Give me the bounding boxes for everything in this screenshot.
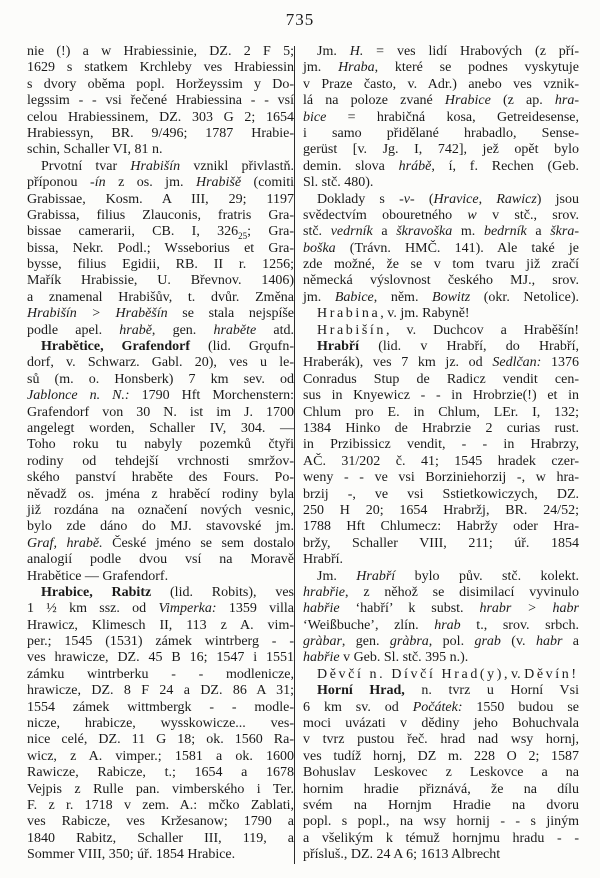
text-line: německá výslovnost českého MJ., srov.	[303, 273, 579, 289]
text-line: bysse, filius Egidii, RB. II r. 1256;	[27, 257, 294, 273]
text-line: 1788 Hft Chlumecz: Habržy oder Hra-	[303, 519, 579, 535]
text-line: Hrabišín > Hraběšín se stala nejspíše	[27, 306, 295, 322]
text-line: bissa, Nekr. Podl.; Wsseborius et Gra-	[27, 240, 294, 256]
text-line: analogií podle dvou vsí na Moravě	[27, 552, 294, 568]
text-line: Hrabice, Rabitz (lid. Robits), ves	[41, 584, 294, 600]
text-line: jm. Hraba, které se podnes vyskytuje	[303, 60, 579, 76]
text-line: boška (Trávn. HMČ. 141). Ale také je	[303, 240, 579, 256]
text-line: v Praze často, v. Adr.) anebo ves vznik-	[303, 76, 579, 92]
text-line: ves hrawicze, DZ. 45 B 16; 1547 i 1551	[27, 650, 294, 666]
text-line: gerüst [v. Jg. I, 742], jež opět bylo	[303, 142, 579, 158]
text-line: Grabissae, Kosm. A III, 29; 1197	[27, 191, 294, 207]
text-line: Vejpis z Rulle pan. vimberského i Ter.	[27, 781, 294, 797]
text-line: rodiny od tehdejší vrchnosti smržov-	[27, 453, 294, 469]
text-line: hrawicze, DZ. 8 F 24 a DZ. 86 A 31;	[27, 683, 294, 699]
text-line: nice celé, DZ. 11 G 18; ok. 1560 Ra-	[27, 732, 294, 748]
text-line: i samo přidělané hrabadlo, Sense-	[303, 125, 579, 141]
text-line: Jm. Hrabří bylo pův. stč. kolekt.	[317, 568, 580, 584]
text-line: brzij -, ve vsi Sstietkowiczych, DZ.	[303, 486, 579, 502]
text-line: Jm. H. = ves lidí Hrabových (z pří-	[317, 44, 579, 59]
text-line: Grafendorf von 30 N. ist im J. 1700	[27, 404, 294, 420]
text-line: Chlum pro E. in Chlum, LEr. I, 132;	[303, 404, 579, 420]
text-line: již rozdána na označení nových vesnic,	[27, 502, 294, 518]
text-line: Jablonce n. N.: 1790 Hft Morchenstern:	[27, 388, 294, 404]
text-line: Bohuslav Leskovec z Leskovce a na	[303, 765, 579, 781]
text-line: habřie ‘habří’ k subst. hrabr > habr	[303, 601, 579, 617]
text-line: s dvory oběma popl. Horžeyssim y Do-	[27, 76, 294, 92]
text-line: Hrabří.	[303, 552, 344, 568]
text-line: Děvčí n. Dívčí Hrad(y), v. Děvín!	[317, 666, 577, 682]
text-line: nie (!) a w Hrabiessinie, DZ. 2 F 5;	[27, 44, 294, 59]
page-number: 735	[285, 10, 315, 29]
text-line: Hraberák), ves 7 km jz. od Sedlčan: 1376	[303, 355, 580, 371]
text-line: hrabřie, z něhož se disimilací vyvinulo	[303, 584, 579, 600]
text-line: zde možné, že se v tom tvaru již zračí	[303, 257, 579, 273]
left-column	[27, 44, 294, 864]
text-line: v tvrz pustou řeč. hrad nad wsy hornj,	[303, 732, 579, 748]
text-line: 1384 Hinko de Hrabrzie 2 curias rust.	[303, 420, 579, 436]
text-line: Doklady s -v- (Hravice, Rawicz) jsou	[317, 191, 579, 207]
text-line: sus in Knyewicz - - in Hrobrzie(!) et in	[303, 388, 579, 404]
text-line: in Przibissicz vendit, - - in Hrabrzy,	[303, 437, 579, 453]
text-line: Sommer VIII, 350; úř. 1854 Hrabice.	[27, 847, 236, 863]
text-line: Grabissa, filius Zlauconis, fratris Gra-	[27, 207, 294, 223]
text-line: jm. Babice, něm. Bowitz (okr. Netolice).	[303, 289, 579, 305]
column-divider-rule	[294, 46, 295, 864]
text-line: weny - - ve vsi Borziniehorzij -, w hra-	[303, 470, 579, 486]
text-line: něvadž os. jména z hraběcí rodiny byla	[27, 486, 294, 502]
text-line: Horní Hrad, n. tvrz u Horní Vsi	[317, 683, 580, 699]
text-line: Hrabišín, v. Duchcov a Hraběšín!	[317, 322, 579, 338]
text-line: Hrabří (lid. v Hrabří, do Hrabří,	[317, 339, 579, 355]
text-line: moci uvázati v dědiny jeho Bohuchvala	[303, 716, 579, 732]
text-line: dorf, v. Schwarz. Gabl. 20), ves u le-	[27, 355, 294, 371]
text-line: Conradus Stup de Radicz vendit cen-	[303, 371, 579, 387]
text-line: popl. s popl., na wsy hornij - - s jiným	[303, 814, 579, 830]
text-line: zámku wintrberku - - modlenicze,	[27, 666, 294, 682]
text-line: podle apel. hrabě, gen. hraběte atd.	[27, 322, 295, 338]
text-line: a znamenal Hrabišův, t. dvůr. Změna	[27, 289, 294, 305]
text-line: Mařík Hrabissie, U. Břevnov. 1406)	[27, 273, 294, 289]
text-columns	[0, 44, 600, 878]
text-line: ves tudíž hornj, DZ m. 228 O 2; 1587	[303, 748, 579, 764]
text-line: ského panství hraběte des Fours. Po-	[27, 470, 294, 486]
text-line: Rawicze, Rabicze, t.; 1654 a 1678	[27, 765, 294, 781]
text-line: 1629 s statkem Krchleby ves Hrabiessin	[27, 60, 294, 76]
text-line: Graf, hrabě. České jméno se sem dostalo	[27, 535, 294, 551]
text-line: příponou -ín z os. jm. Hrabišě (comiti	[27, 175, 294, 191]
text-line: Hrawicz, Klimesch II, 113 z A. vim-	[27, 617, 294, 633]
text-line: bylo zde dáno do MJ. stavovské jm.	[27, 519, 294, 535]
text-line: 1840 Rabitz, Schaller III, 119, a	[27, 830, 294, 846]
text-line: ves Rabicze, ves Kržesanow; 1790 a	[27, 814, 294, 830]
text-line: F. z r. 1718 v zem. A.: mčko Zablati,	[27, 797, 294, 813]
text-line: Sl. stč. 480).	[303, 175, 374, 191]
text-line: 6 km sv. od Počátek: 1550 budou se	[303, 699, 579, 715]
text-line: a všelikým k témuž hornjmu hradu - -	[303, 830, 579, 846]
text-line: bice = hrabičná kosa, Getreidesense,	[303, 109, 579, 125]
text-line: angelegt worden, Schaller IV, 304. —	[27, 420, 294, 436]
text-line: hornim hradie přiznává, že na dílu	[303, 781, 579, 797]
text-line: nicze, hrabicze, wysskowicze... ves-	[27, 716, 294, 732]
text-line: svědectvím obouretného w v stč., srov.	[303, 207, 579, 223]
text-line: ‘Weißbuche’, zlín. hrab t., srov. srbch.	[303, 617, 579, 633]
text-line: přísluš., DZ. 24 A 6; 1613 Albrecht	[303, 847, 501, 863]
text-line: schin, Schaller VI, 81 n.	[27, 142, 163, 158]
text-line: legssim - - vsi řečené Hrabiessina - - vsí	[27, 93, 294, 109]
text-line: Hrabětice — Grafendorf.	[27, 568, 169, 584]
text-line: 1554 zámek wittmbergk - - modle-	[27, 699, 294, 715]
text-line: Hrabiessyn, BR. 9/496; 1787 Hrabie-	[27, 125, 294, 141]
text-line: AČ. 31/202 č. 41; 1545 hradek czer-	[303, 453, 579, 469]
text-line: lá na poloze zvané Hrabice (z ap. hra-	[303, 93, 580, 109]
text-line: demin. slova hrábě, í, f. Rechen (Geb.	[303, 158, 579, 174]
right-column	[303, 44, 579, 864]
text-line: habřie v Geb. Sl. stč. 395 n.).	[303, 650, 469, 666]
text-line: per.; 1545 (1531) zámek wintrberg - -	[27, 634, 294, 650]
text-line: sů (m. o. Honsberk) 7 km sev. od	[27, 371, 294, 387]
text-line: wicz, z A. vimper.; 1581 a ok. 1600	[27, 748, 294, 764]
text-line: 250 H 20; 1654 Hrabržj, BR. 24/52;	[303, 502, 579, 518]
text-line: gràbar, gen. gràbra, pol. grab (v. habr a	[303, 634, 580, 650]
text-line: svém na Hornjm Hradie na dvoru	[303, 797, 579, 813]
text-line: Hrabina, v. jm. Rabyně!	[317, 306, 470, 322]
text-line: stč. vedrník a škravoška m. bedrník a škra-	[303, 224, 580, 240]
text-line: bržy, Schaller VIII, 211; úř. 1854	[303, 535, 579, 551]
text-line: celou Hrabiessinem, DZ. 303 G 2; 1654	[27, 109, 294, 125]
text-line: Prvotní tvar Hrabišín vznikl přivlastň.	[41, 158, 294, 174]
text-line: Hrabětice, Grafendorf (lid. Grǫufn-	[41, 339, 295, 355]
text-line: Toho roku tu nabyly pozemků čtyři	[27, 437, 294, 453]
text-line: bissae camerarii, CB. I, $326_{25}$; Gra-	[27, 224, 294, 242]
text-line: 1 ½ km ssz. od Vimperka: 1359 villa	[27, 601, 294, 617]
